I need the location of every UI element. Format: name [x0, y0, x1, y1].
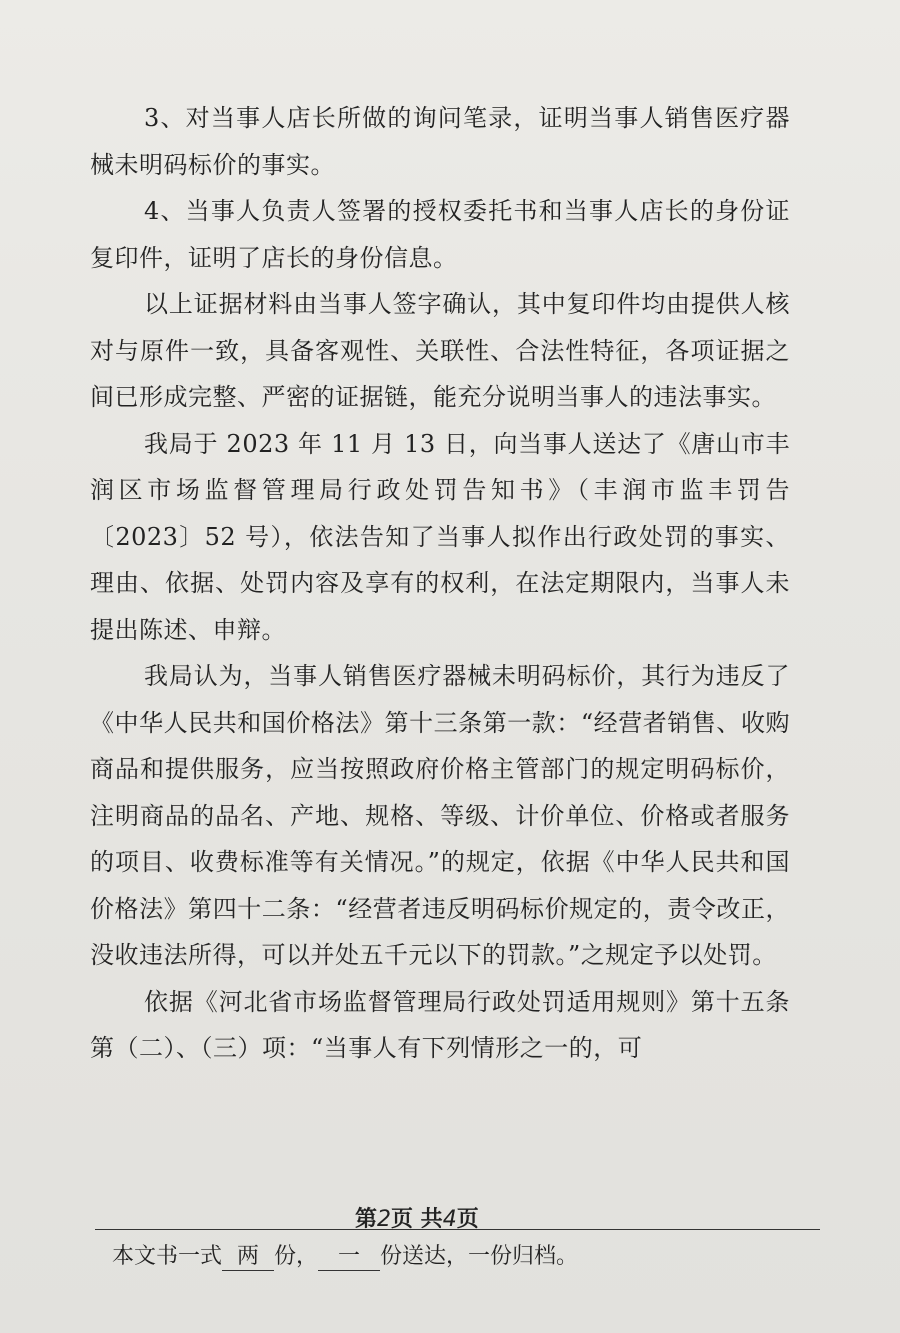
copies-total: 两	[222, 1239, 274, 1271]
paragraph-evidence-3: 3、对当事人店长所做的询问笔录，证明当事人销售医疗器械未明码标价的事实。	[90, 104, 790, 179]
page-prefix: 第	[355, 1206, 378, 1232]
footer-divider	[95, 1229, 820, 1230]
paragraph-rule: 依据《河北省市场监督管理局行政处罚适用规则》第十五条第（二）、（三）项：“当事人有下列情形之一的，可	[90, 987, 790, 1062]
copies-suffix: 份送达，一份归档。	[380, 1244, 579, 1269]
copies-mid: 份，	[274, 1244, 319, 1269]
paragraph-notice: 我局于 2023 年 11 月 13 日，向当事人送达了《唐山市丰润区市场监督管理局行政处罚告知书》（丰润市监丰罚告〔2023〕52 号），依法告知了当事人拟作出行政处罚的事实、理由、依据、处罚内容及享有的权利，在法定期限内，当事人未提出陈述、申辩。	[90, 429, 790, 644]
page-current: 2	[377, 1207, 392, 1232]
copies-prefix: 本文书一式	[112, 1244, 223, 1269]
page-mid: 页 共	[391, 1206, 443, 1232]
copies-note	[112, 1239, 578, 1271]
paragraph-evidence-4: 4、当事人负责人签署的授权委托书和当事人店长的身份证复印件，证明了店长的身份信息。	[90, 197, 790, 272]
page-suffix: 页	[456, 1206, 479, 1232]
paragraph-evidence-summary: 以上证据材料由当事人签字确认，其中复印件均由提供人核对与原件一致，具备客观性、关联性、合法性特征，各项证据之间已形成完整、严密的证据链，能充分说明当事人的违法事实。	[90, 290, 790, 411]
page-total: 4	[442, 1207, 457, 1232]
copies-sent: 一	[318, 1239, 380, 1271]
document-body	[90, 95, 790, 1072]
paragraph-finding: 我局认为，当事人销售医疗器械未明码标价，其行为违反了《中华人民共和国价格法》第十三条第一款：“经营者销售、收购商品和提供服务，应当按照政府价格主管部门的规定明码标价，注明商品的品名、产地、规格、等级、计价单位、价格或者服务的项目、收费标准等有关情况。”的规定，依据《中华人民共和国价格法》第四十二条：“经营者违反明码标价规定的，责令改正，没收违法所得，可以并处五千元以下的罚款。”之规定予以处罚。	[90, 662, 790, 969]
